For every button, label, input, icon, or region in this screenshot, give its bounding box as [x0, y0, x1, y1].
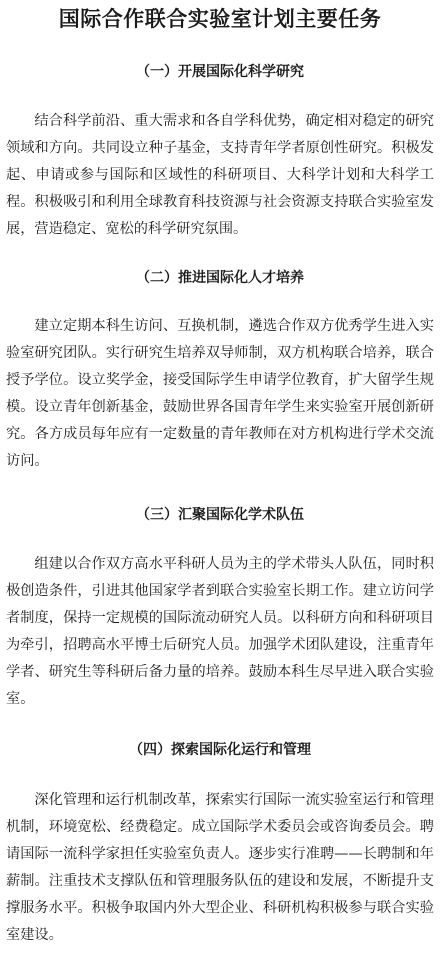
section-heading-research: （一）开展国际化科学研究 — [136, 64, 304, 80]
section-heading-management: （四）探索国际化运行和管理 — [129, 742, 311, 758]
section-heading-team: （三）汇聚国际化学术队伍 — [136, 507, 304, 523]
section-body-team: 组建以合作双方高水平科研人员为主的学术带头人队伍，同时积极创造条件，引进其他国家学者到联合实验室长期工作。建立访问学者制度，保持一定规模的国际流动研究人员。以科研方向和科研项目为牵引，招聘高水平博士后研究人员。加强学术团队建设，注重青年学者、研究生等科研后备力量的培养。鼓励本科生尽早进入联合实验室。 — [6, 556, 434, 707]
section-heading-talent: （二）推进国际化人才培养 — [136, 270, 304, 286]
section-body-talent: 建立定期本科生访问、互换机制，遴选合作双方优秀学生进入实验室研究团队。实行研究生培养双导师制，双方机构联合培养，联合授予学位。设立奖学金，接受国际学生申请学位教育，扩大留学生规模。设立青年创新基金，鼓励世界各国青年学生来实验室开展创新研究。各方成员每年应有一定数量的青年教师在对方机构进行学术交流访问。 — [6, 318, 434, 469]
section-body-management: 深化管理和运行机制改革，探索实行国际一流实验室运行和管理机制，环境宽松、经费稳定。成立国际学术委员会或咨询委员会。聘请国际一流科学家担任实验室负责人。逐步实行准聘——长聘制和年薪制。注重技术支撑队伍和管理服务队伍的建设和发展，不断提升支撑服务水平。积极争取国内外大型企业、科研机构积极参与联合实验室建设。 — [6, 792, 434, 943]
section-body-research: 结合科学前沿、重大需求和各自学科优势，确定相对稳定的研究领域和方向。共同设立种子基金，支持青年学者原创性研究。积极发起、申请或参与国际和区域性的科研项目、大科学计划和大科学工程。积极吸引和利用全球教育科技资源与社会资源支持联合实验室发展，营造稳定、宽松的科学研究氛围。 — [6, 113, 434, 237]
document-title: 国际合作联合实验室计划主要任务 — [58, 7, 382, 31]
